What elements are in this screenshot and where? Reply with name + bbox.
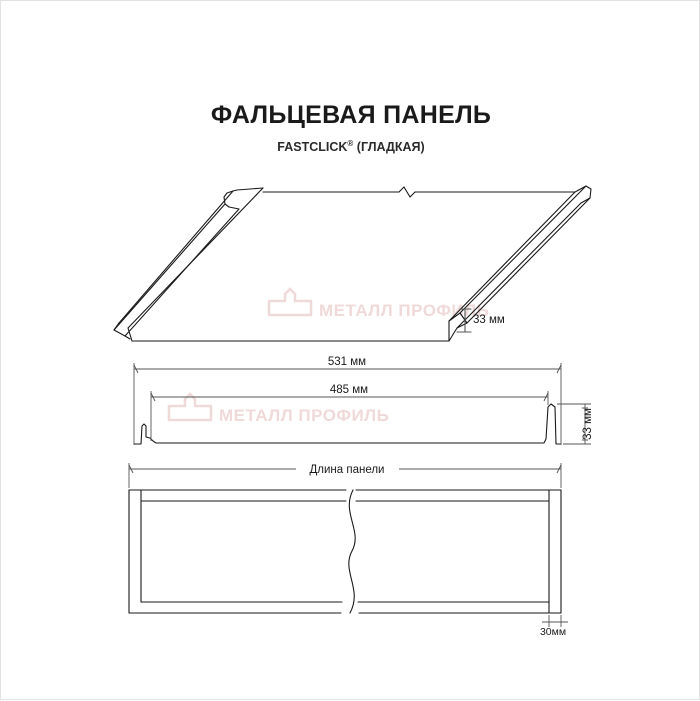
panel-length-label: Длина панели — [309, 464, 385, 476]
left-seam-end-face — [114, 323, 130, 339]
technical-drawing — [1, 1, 700, 701]
right-seam-fold-edge — [467, 198, 590, 323]
watermark-text-2: МЕТАЛЛ ПРОФИЛЬ — [219, 406, 390, 425]
edge-offset-label: 30мм — [539, 626, 567, 638]
subtitle-variant: (ГЛАДКАЯ) — [353, 140, 425, 155]
profile-height-label: 33 мм — [582, 408, 594, 440]
left-seam-inner-edge — [119, 191, 233, 323]
watermark-text: МЕТАЛЛ ПРОФИЛЬ — [319, 301, 490, 320]
break-symbol-top — [399, 187, 415, 197]
useful-width-label: 485 мм — [329, 384, 369, 396]
left-seam-cap — [233, 188, 263, 191]
section-right-seam — [521, 404, 561, 444]
iso-height-label: 33 мм — [473, 314, 505, 326]
left-seam-top — [224, 191, 239, 209]
plan-break-line — [349, 490, 355, 613]
right-seam-lower-edge — [457, 203, 581, 328]
right-seam-inner-edge — [449, 192, 575, 321]
section-dimensions — [134, 363, 591, 445]
subtitle-brand: FASTCLICK — [277, 140, 348, 155]
right-seam-outer-edge — [460, 186, 586, 313]
section-left-lock — [134, 424, 156, 444]
page-title: ФАЛЬЦЕВАЯ ПАНЕЛЬ — [210, 101, 492, 129]
total-width-label: 531 мм — [327, 356, 367, 368]
watermark-profile — [169, 394, 389, 425]
registered-mark: ® — [347, 139, 354, 148]
plan-view — [129, 490, 561, 613]
left-seam-lower-edge — [125, 209, 239, 336]
left-seam-fold-edge — [114, 204, 225, 330]
